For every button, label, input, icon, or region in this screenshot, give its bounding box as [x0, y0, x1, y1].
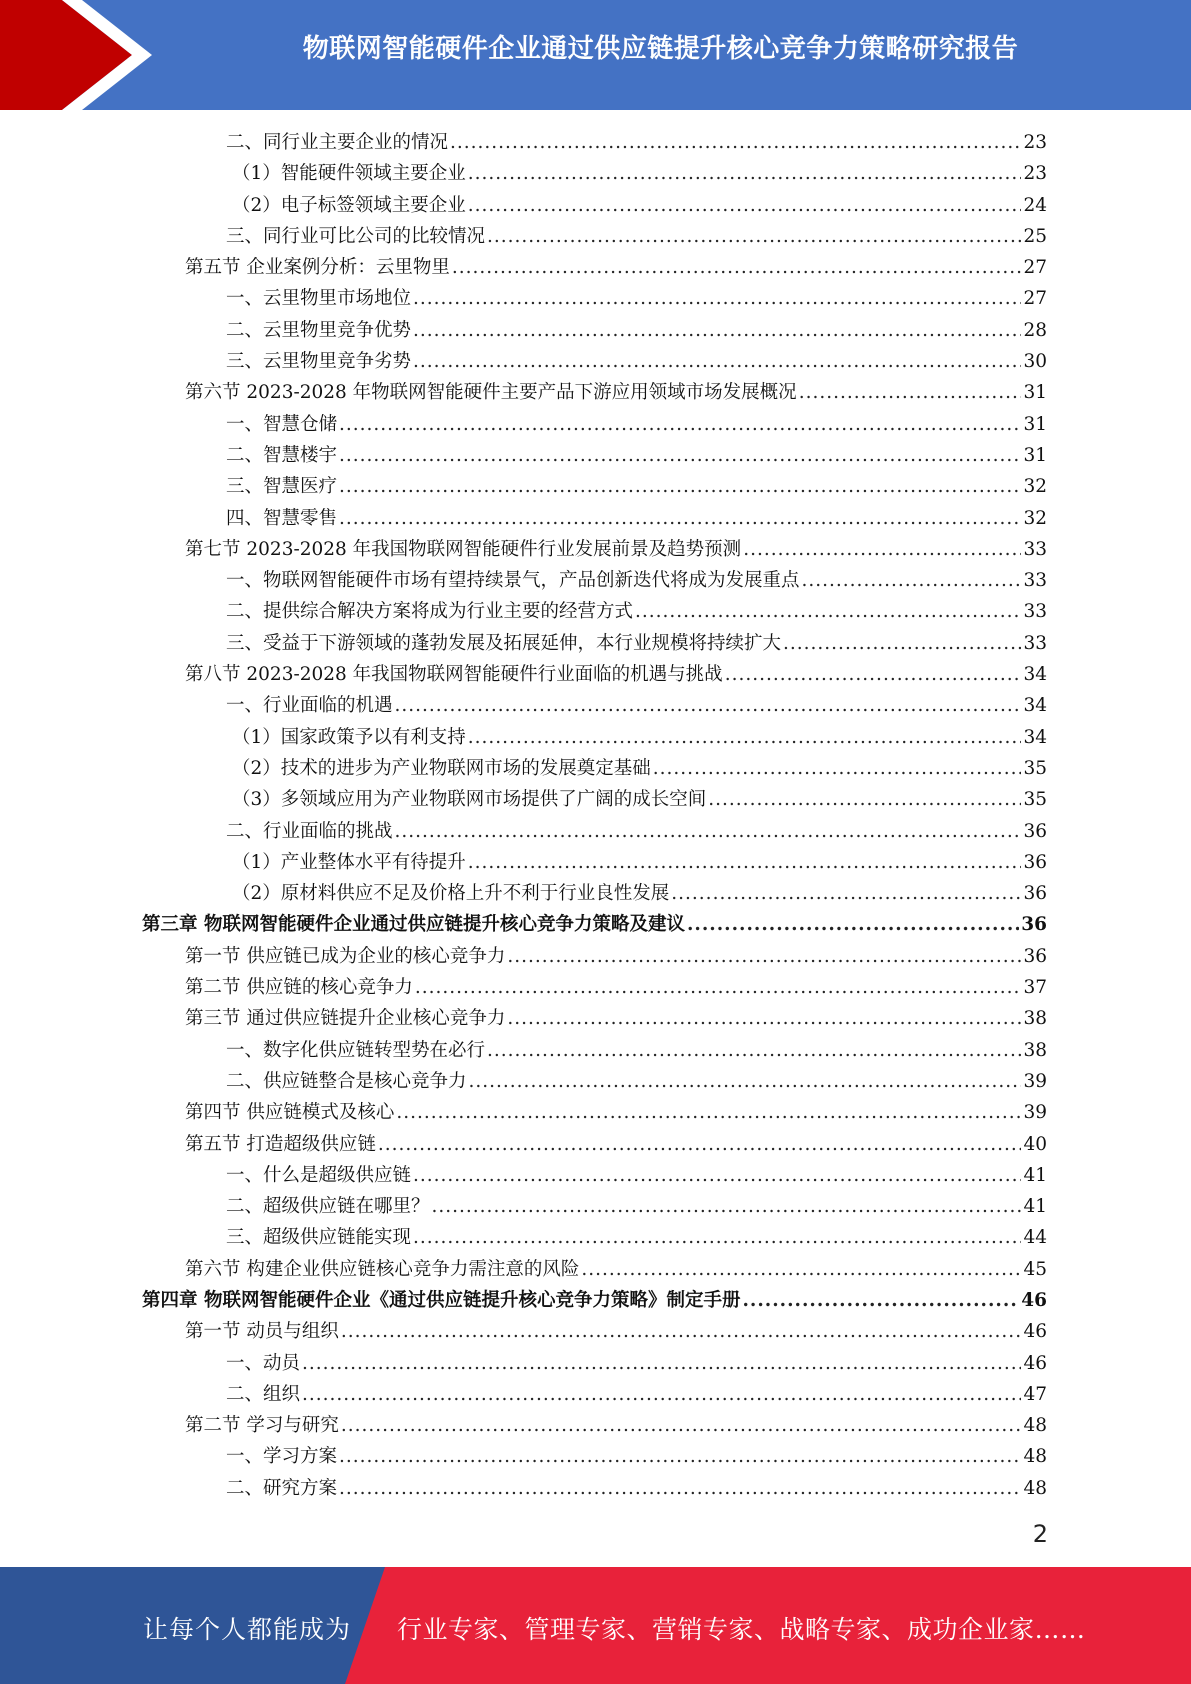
toc-entry-label: （1）国家政策予以有利支持 [232, 726, 466, 748]
toc-entry[interactable] [142, 1223, 1047, 1254]
toc-entry[interactable] [142, 1380, 1047, 1411]
toc-entry[interactable] [142, 222, 1047, 253]
toc-entry-page: 36 [1023, 820, 1047, 842]
toc-entry[interactable] [142, 316, 1047, 347]
toc-entry-page: 31 [1023, 382, 1047, 404]
toc-entry-label: （1）产业整体水平有待提升 [232, 851, 466, 873]
toc-dot-leader [635, 601, 1021, 622]
toc-entry-label: （2）电子标签领域主要企业 [232, 194, 466, 216]
toc-entry-label: 第七节 2023-2028 年我国物联网智能硬件行业发展前景及趋势预测 [185, 538, 742, 560]
toc-entry-page: 34 [1023, 726, 1047, 748]
toc-entry-page: 39 [1023, 1070, 1047, 1092]
toc-entry-page: 48 [1023, 1446, 1047, 1468]
toc-entry-label: 一、物联网智能硬件市场有望持续景气，产品创新迭代将成为发展重点 [226, 570, 800, 592]
toc-dot-leader [671, 883, 1021, 904]
toc-entry[interactable] [142, 848, 1047, 879]
toc-entry[interactable] [142, 754, 1047, 785]
toc-entry[interactable] [142, 378, 1047, 409]
toc-entry-page: 34 [1023, 664, 1047, 686]
toc-entry-label: 三、同行业可比公司的比较情况 [226, 225, 486, 247]
toc-dot-leader [507, 1008, 1021, 1029]
toc-entry-page: 31 [1023, 444, 1047, 466]
toc-dot-leader [507, 946, 1021, 967]
toc-entry-page: 41 [1023, 1164, 1047, 1186]
page-header [0, 0, 1191, 110]
toc-entry-page: 27 [1023, 257, 1047, 279]
toc-entry[interactable] [142, 159, 1047, 190]
toc-entry-label: 第三节 通过供应链提升企业核心竞争力 [185, 1008, 506, 1030]
toc-entry[interactable] [142, 284, 1047, 315]
toc-entry-page: 40 [1023, 1133, 1047, 1155]
toc-entry[interactable] [142, 1474, 1047, 1505]
toc-dot-leader [687, 914, 1019, 935]
toc-entry[interactable] [142, 504, 1047, 535]
toc-dot-leader [395, 821, 1022, 842]
footer-slogan: 让每个人都能成为 [143, 1615, 352, 1644]
toc-dot-leader [339, 414, 1021, 435]
page-number: 2 [1032, 1520, 1048, 1548]
toc-entry[interactable] [142, 910, 1047, 941]
toc-entry-label: 第四章 物联网智能硬件企业《通过供应链提升核心竞争力策略》制定手册 [142, 1289, 741, 1311]
toc-dot-leader [802, 570, 1022, 591]
toc-entry-page: 23 [1023, 163, 1047, 185]
toc-dot-leader [469, 1071, 1022, 1092]
toc-dot-leader [396, 1102, 1021, 1123]
toc-entry[interactable] [142, 817, 1047, 848]
toc-entry-page: 33 [1023, 538, 1047, 560]
toc-entry-page: 46 [1023, 1321, 1047, 1343]
header-arrow-decoration [0, 0, 160, 110]
toc-entry-page: 34 [1023, 695, 1047, 717]
toc-entry-label: 第六节 构建企业供应链核心竞争力需注意的风险 [185, 1258, 580, 1280]
toc-entry[interactable] [142, 1411, 1047, 1442]
toc-entry-label: 一、学习方案 [226, 1446, 338, 1468]
toc-entry-page: 41 [1023, 1196, 1047, 1218]
toc-entry[interactable] [142, 1349, 1047, 1380]
toc-dot-leader [339, 476, 1021, 497]
toc-entry-label: 一、什么是超级供应链 [226, 1164, 412, 1186]
toc-entry[interactable] [142, 347, 1047, 378]
toc-entry-page: 33 [1023, 601, 1047, 623]
toc-entry-label: 第一节 动员与组织 [185, 1321, 339, 1343]
footer-roles: 行业专家、管理专家、营销专家、战略专家、成功企业家…… [397, 1615, 1086, 1644]
toc-entry[interactable] [142, 942, 1047, 973]
toc-dot-leader [708, 789, 1021, 810]
toc-entry-label: 三、超级供应链能实现 [226, 1227, 412, 1249]
toc-entry-page: 36 [1023, 883, 1047, 905]
toc-entry-page: 25 [1023, 225, 1047, 247]
toc-entry[interactable] [142, 1004, 1047, 1035]
toc-dot-leader [450, 132, 1021, 153]
toc-dot-leader [725, 664, 1022, 685]
toc-entry-label: 三、智慧医疗 [226, 476, 338, 498]
toc-entry-label: 二、研究方案 [226, 1477, 338, 1499]
toc-entry[interactable] [142, 660, 1047, 691]
toc-entry-page: 44 [1023, 1227, 1047, 1249]
toc-entry-label: 二、提供综合解决方案将成为行业主要的经营方式 [226, 601, 634, 623]
page-footer [0, 1567, 1191, 1684]
toc-entry-label: 第一节 供应链已成为企业的核心竞争力 [185, 945, 506, 967]
toc-entry-page: 35 [1023, 789, 1047, 811]
toc-dot-leader [339, 1478, 1021, 1499]
toc-entry-label: 一、智慧仓储 [226, 413, 338, 435]
toc-entry-page: 31 [1023, 413, 1047, 435]
toc-entry[interactable] [142, 128, 1047, 159]
toc-entry-page: 46 [1023, 1352, 1047, 1374]
toc-dot-leader [742, 1290, 1019, 1311]
toc-entry-label: 第二节 学习与研究 [185, 1415, 339, 1437]
toc-dot-leader [452, 257, 1022, 278]
toc-dot-leader [413, 351, 1021, 372]
toc-entry-label: 第二节 供应链的核心竞争力 [185, 977, 413, 999]
toc-entry-page: 36 [1023, 945, 1047, 967]
toc-entry[interactable] [142, 691, 1047, 722]
toc-dot-leader [378, 1134, 1022, 1155]
toc-entry[interactable] [142, 973, 1047, 1004]
toc-dot-leader [581, 1259, 1021, 1280]
toc-entry-page: 47 [1023, 1383, 1047, 1405]
toc-dot-leader [468, 727, 1022, 748]
toc-entry-label: 第八节 2023-2028 年我国物联网智能硬件行业面临的机遇与挑战 [185, 664, 723, 686]
toc-entry-page: 38 [1023, 1039, 1047, 1061]
toc-entry-page: 48 [1023, 1415, 1047, 1437]
toc-entry-label: 一、数字化供应链转型势在必行 [226, 1039, 486, 1061]
toc-entry-page: 45 [1023, 1258, 1047, 1280]
toc-entry[interactable] [142, 1067, 1047, 1098]
toc-entry[interactable] [142, 410, 1047, 441]
toc-dot-leader [468, 852, 1022, 873]
toc-entry-label: 第六节 2023-2028 年物联网智能硬件主要产品下游应用领域市场发展概况 [185, 382, 797, 404]
toc-entry[interactable] [142, 1192, 1047, 1223]
report-title: 物联网智能硬件企业通过供应链提升核心竞争力策略研究报告 [302, 34, 1019, 64]
toc-dot-leader [413, 288, 1021, 309]
toc-entry-label: 二、组织 [226, 1383, 301, 1405]
toc-entry-page: 32 [1023, 476, 1047, 498]
toc-entry-label: 第三章 物联网智能硬件企业通过供应链提升核心竞争力策略及建议 [142, 914, 685, 936]
toc-entry-label: 三、云里物里竞争劣势 [226, 351, 412, 373]
toc-dot-leader [468, 195, 1022, 216]
toc-dot-leader [799, 382, 1022, 403]
toc-dot-leader [653, 758, 1022, 779]
toc-entry-label: （3）多领域应用为产业物联网市场提供了广阔的成长空间 [232, 789, 707, 811]
toc-entry-label: 二、云里物里竞争优势 [226, 319, 412, 341]
toc-entry-page: 27 [1023, 288, 1047, 310]
toc-entry-label: 三、受益于下游领域的蓬勃发展及拓展延伸，本行业规模将持续扩大 [226, 632, 782, 654]
toc-entry-label: 二、超级供应链在哪里？ [226, 1196, 430, 1218]
toc-entry-label: 四、智慧零售 [226, 507, 338, 529]
toc-entry[interactable] [142, 785, 1047, 816]
toc-entry[interactable] [142, 1442, 1047, 1473]
toc-entry[interactable] [142, 597, 1047, 628]
toc-entry[interactable] [142, 1286, 1047, 1317]
toc-entry[interactable] [142, 1130, 1047, 1161]
toc-dot-leader [487, 1040, 1021, 1061]
toc-entry[interactable] [142, 441, 1047, 472]
toc-dot-leader [487, 226, 1021, 247]
toc-dot-leader [302, 1384, 1021, 1405]
toc-entry-label: 第五节 企业案例分析：云里物里 [185, 257, 450, 279]
toc-entry-label: 第五节 打造超级供应链 [185, 1133, 376, 1155]
toc-dot-leader [413, 320, 1021, 341]
table-of-contents [142, 128, 1047, 1505]
toc-entry-page: 28 [1023, 319, 1047, 341]
toc-entry-page: 36 [1021, 914, 1047, 936]
toc-entry-page: 30 [1023, 351, 1047, 373]
toc-entry-label: 一、行业面临的机遇 [226, 695, 393, 717]
toc-dot-leader [432, 1196, 1022, 1217]
toc-entry-label: 一、云里物里市场地位 [226, 288, 412, 310]
toc-entry-page: 35 [1023, 757, 1047, 779]
toc-dot-leader [743, 539, 1021, 560]
toc-entry-label: 一、动员 [226, 1352, 301, 1374]
toc-dot-leader [468, 163, 1022, 184]
toc-entry[interactable] [142, 1098, 1047, 1129]
toc-entry-label: 二、同行业主要企业的情况 [226, 132, 449, 153]
toc-entry-page: 37 [1023, 977, 1047, 999]
toc-entry-label: （2）技术的进步为产业物联网市场的发展奠定基础 [232, 757, 651, 779]
toc-entry[interactable] [142, 535, 1047, 566]
toc-entry-page: 33 [1023, 570, 1047, 592]
toc-entry-page: 24 [1023, 194, 1047, 216]
toc-entry-label: 二、供应链整合是核心竞争力 [226, 1070, 467, 1092]
toc-dot-leader [339, 508, 1021, 529]
toc-entry-page: 38 [1023, 1008, 1047, 1030]
toc-dot-leader [783, 633, 1021, 654]
toc-entry-page: 23 [1023, 132, 1047, 153]
toc-entry-page: 36 [1023, 851, 1047, 873]
toc-entry-label: （2）原材料供应不足及价格上升不利于行业良性发展 [232, 883, 670, 905]
toc-entry-label: （1）智能硬件领域主要企业 [232, 163, 466, 185]
toc-entry[interactable] [142, 1036, 1047, 1067]
toc-entry[interactable] [142, 566, 1047, 597]
toc-dot-leader [395, 695, 1022, 716]
toc-dot-leader [341, 1415, 1022, 1436]
toc-dot-leader [341, 1321, 1022, 1342]
toc-entry[interactable] [142, 191, 1047, 222]
toc-entry-label: 二、智慧楼宇 [226, 444, 338, 466]
toc-entry-page: 46 [1021, 1289, 1047, 1311]
toc-entry[interactable] [142, 629, 1047, 660]
toc-entry-label: 第四节 供应链模式及核心 [185, 1102, 395, 1124]
toc-dot-leader [302, 1353, 1021, 1374]
toc-dot-leader [339, 1446, 1021, 1467]
toc-dot-leader [339, 445, 1021, 466]
toc-dot-leader [415, 977, 1022, 998]
toc-dot-leader [413, 1165, 1021, 1186]
toc-entry-page: 48 [1023, 1477, 1047, 1499]
toc-entry-label: 二、行业面临的挑战 [226, 820, 393, 842]
toc-entry[interactable] [142, 1317, 1047, 1348]
toc-entry[interactable] [142, 253, 1047, 284]
toc-entry[interactable] [142, 472, 1047, 503]
toc-entry-page: 33 [1023, 632, 1047, 654]
toc-entry-page: 39 [1023, 1102, 1047, 1124]
toc-entry[interactable] [142, 723, 1047, 754]
toc-entry-page: 32 [1023, 507, 1047, 529]
toc-entry[interactable] [142, 879, 1047, 910]
toc-entry[interactable] [142, 1255, 1047, 1286]
toc-dot-leader [413, 1227, 1021, 1248]
toc-entry[interactable] [142, 1161, 1047, 1192]
